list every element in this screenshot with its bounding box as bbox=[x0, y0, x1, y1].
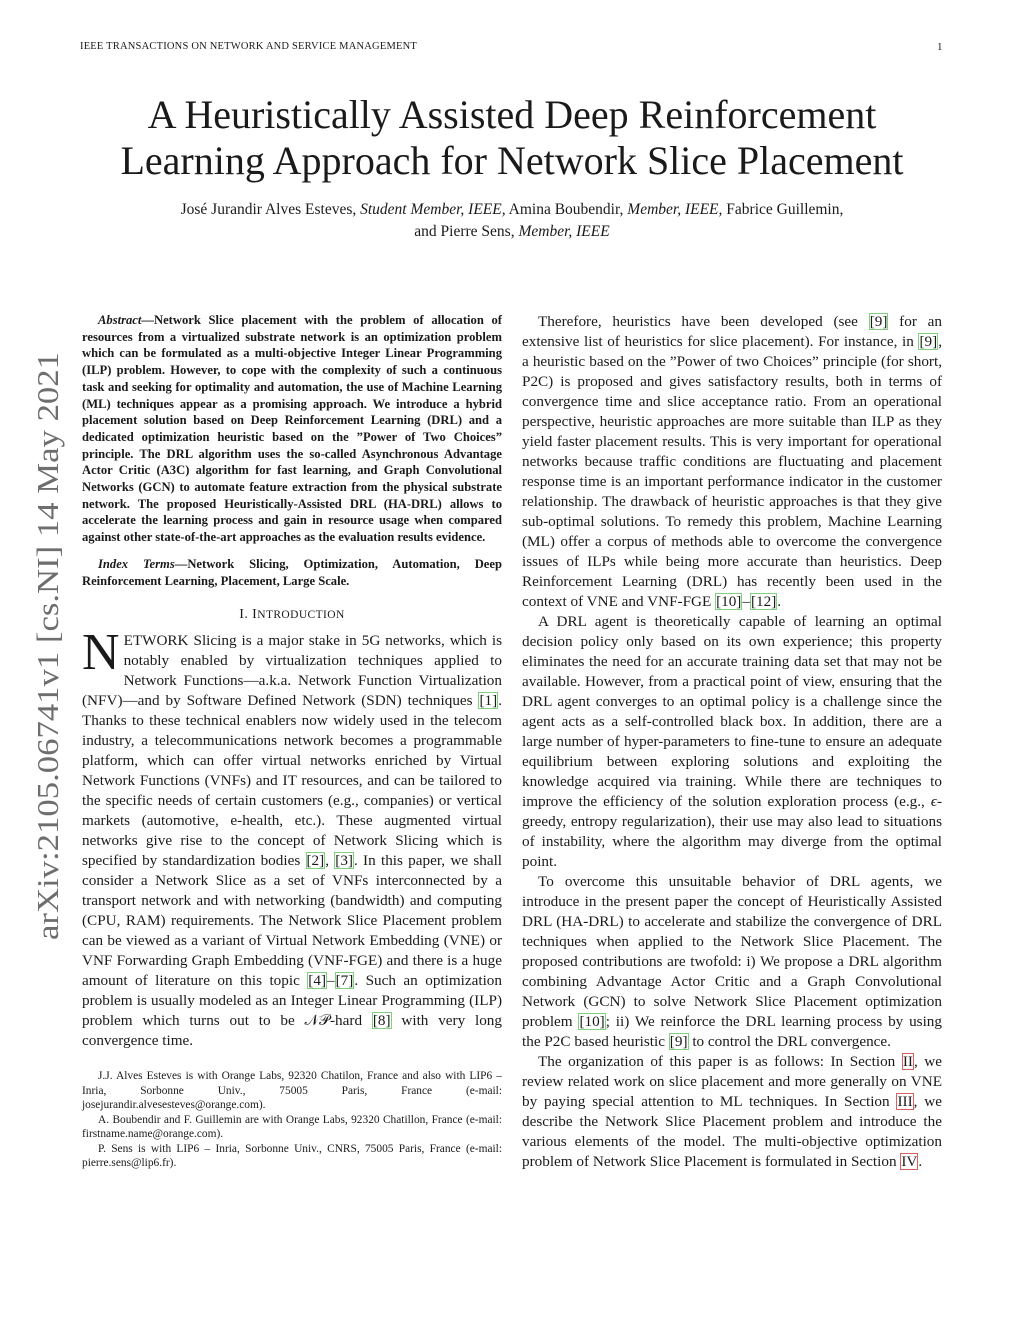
title-line-2: Learning Approach for Network Slice Placement bbox=[120, 138, 904, 183]
author-name: Amina Boubendir, bbox=[505, 201, 628, 218]
body-paragraph: To overcome this unsuitable behavior of DRL agents, we introduce in the present paper the concept of Heuristically Assisted DRL (HA-DRL) to accelerate and stabilize the convergence of DRL techniques when applied to the Network Slice Placement. The proposed contributions are twofold: i) We propose a DRL algorithm combining Advantage Actor Critic and a Graph Convolutional Network (GCN) to solve Network Slice Placement optimization problem [10]; ii) We reinforce the DRL learning process by using the P2C based heuristic [9] to control the DRL convergence. bbox=[522, 873, 942, 1050]
citation-link[interactable]: [2] bbox=[306, 852, 325, 870]
citation-link[interactable]: [10] bbox=[579, 1013, 605, 1030]
index-terms bbox=[82, 556, 502, 589]
left-column bbox=[82, 312, 502, 1171]
footnote: A. Boubendir and F. Guillemin are with Orange Labs, 92320 Chatillon, France (e-mail: firstname.name@orange.com). bbox=[82, 1113, 502, 1141]
author-name: and Pierre Sens, bbox=[414, 223, 519, 240]
author-list bbox=[80, 199, 944, 243]
drop-cap: N bbox=[82, 624, 120, 682]
citation-link[interactable]: [9] bbox=[669, 1033, 688, 1050]
intro-paragraph: NETWORK Slicing is a major stake in 5G networks, which is notably enabled by virtualization techniques applied to Network Functions—a.k.a. Network Function Virtualization (NFV)—and by Software Defined Network (SDN) techniques [1]. Thanks to these technical enablers now widely used in the telecom industry, a telecommunications network becomes a programmable platform, which can offer virtual networks enriched by Virtual Network Functions (VNFs) and IT resources, and can be tailored to the specific needs of certain customers (e.g., companies) or vertical markets (automotive, e-health, etc.). These augmented virtual networks give rise to the concept of Network Slicing which is specified by standardization bodies [2], [3]. In this paper, we shall consider a Network Slice as a set of VNFs interconnected by a transport network and with networking (bandwidth) and computing (CPU, RAM) requirements. The Network Slice Placement problem can be viewed as a variant of Virtual Network Embedding (VNE) or VNF Forwarding Graph Embedding (VNF-FGE) and there is a huge amount of literature on this topic [4]–[7]. Such an optimization problem is usually modeled as an Integer Linear Programming (ILP) problem which turns out to be 𝒩𝒫-hard [8] with very long convergence time. bbox=[82, 624, 503, 1050]
citation-link[interactable]: [9] bbox=[869, 313, 888, 330]
body-paragraph: A DRL agent is theoretically capable of learning an optimal decision policy only based on its own experience; this property eliminates the need for an accurate training data set that may not be available. However, from a practical point of view, ensuring that the DRL agent converges to an optimal policy is a challenge since the agent acts as a self-controlled black box. In addition, there are a large number of hyper-parameters to fine-tune to ensure an adequate equilibrium between exploring solutions and exploiting the knowledge acquired via training. While there are techniques to improve the efficiency of the solution exploration process (e.g., ϵ-greedy, entropy regularization), their use may also lead to situations of instability, where the algorithm may diverge from the optimal point. bbox=[522, 613, 942, 870]
section-link[interactable]: IV bbox=[901, 1153, 918, 1170]
section-link[interactable]: II bbox=[902, 1053, 913, 1070]
citation-link[interactable]: [8] bbox=[372, 1012, 391, 1030]
citation-link[interactable]: [12] bbox=[750, 593, 777, 610]
index-terms-label: Index Terms bbox=[98, 556, 175, 571]
body-paragraph: Therefore, heuristics have been developed (see [9] for an extensive list of heuristics for slice placement). For instance, in [9], a heuristic based on the ”Power of two Choices” principle (for short, P2C) is proposed and gives satisfactory results, both in terms of convergence time and slice acceptance ratio. From an operational perspective, heuristic approaches are more suitable than ILP as they yield faster placement results. This is very important for operational networks because traffic conditions are fluctuating and placement response time is an important performance indicator in the customer relationship. The drawback of heuristic approaches is that they give sub-optimal solutions. To remedy this problem, Machine Learning (ML) offer a corpus of methods able to overcome the convergence issues of ILPs while being more accurate than heuristics. Deep Reinforcement Learning (DRL) has recently been used in the context of VNE and VNF-FGE [10]–[12]. bbox=[522, 313, 942, 610]
right-column bbox=[522, 312, 942, 1172]
citation-link[interactable]: [9] bbox=[919, 333, 938, 350]
footnote: J.J. Alves Esteves is with Orange Labs, 92320 Chatilon, France and also with LIP6 – Inria, Sorbonne Univ., 75005 Paris, France (e-mail: josejurandir.alvesesteves@orange.com). bbox=[82, 1070, 502, 1112]
title-line-1: A Heuristically Assisted Deep Reinforcement bbox=[147, 92, 877, 137]
citation-link[interactable]: [7] bbox=[335, 972, 354, 990]
citation-link[interactable]: [1] bbox=[479, 692, 498, 710]
arxiv-stamp-text: arXiv:2105.06741v1 [cs.NI] 14 May 2021 bbox=[30, 414, 65, 940]
body-paragraph: The organization of this paper is as follows: In Section II, we review related work on slice placement and more generally on VNE by paying special attention to ML techniques. In Section III, we describe the Network Slice Placement problem and introduce the various elements of the model. The multi-objective optimization problem of Network Slice Placement is formulated in Section IV. bbox=[522, 1053, 942, 1170]
abstract bbox=[82, 312, 502, 546]
citation-link[interactable]: [4] bbox=[308, 972, 327, 990]
author-name: Fabrice Guillemin, bbox=[722, 201, 844, 218]
citation-link[interactable]: [10] bbox=[716, 593, 742, 610]
author-role: Member, IEEE bbox=[518, 223, 610, 240]
author-role: Member, IEEE, bbox=[627, 201, 723, 218]
running-head: IEEE TRANSACTIONS ON NETWORK AND SERVICE MANAGEMENT bbox=[80, 41, 417, 52]
page-number: 1 bbox=[937, 41, 943, 53]
author-name: José Jurandir Alves Esteves, bbox=[180, 201, 361, 218]
arxiv-stamp bbox=[30, 352, 65, 940]
paper-title bbox=[80, 92, 944, 184]
section-link[interactable]: III bbox=[897, 1093, 913, 1110]
footnotes bbox=[82, 1069, 502, 1171]
citation-link[interactable]: [3] bbox=[335, 852, 353, 870]
np-symbol: 𝒩𝒫 bbox=[304, 1012, 330, 1030]
epsilon-symbol: ϵ bbox=[930, 793, 937, 810]
abstract-label: Abstract bbox=[98, 313, 142, 327]
index-terms-text: —Network Slicing, Optimization, Automation, Deep Reinforcement Learning, Placement, Large Scale. bbox=[82, 556, 502, 588]
footnote: P. Sens is with LIP6 – Inria, Sorbonne Univ., CNRS, 75005 Paris, France (e-mail: pierre.sens@lip6.fr). bbox=[82, 1142, 502, 1170]
section-heading-introduction: I. INTRODUCTION bbox=[239, 607, 345, 623]
author-role: Student Member, IEEE, bbox=[360, 201, 506, 218]
abstract-text: —Network Slice placement with the problem of allocation of resources from a virtualized substrate network is an optimization problem which can be formulated as a multi-objective Integer Linear Programming (ILP) problem. However, to cope with the complexity of such a continuous task and seeking for optimality and automation, the use of Machine Learning (ML) techniques appear as a promising approach. We introduce a hybrid placement solution based on Deep Reinforcement Learning (DRL) and a dedicated optimization heuristic based on the ”Power of Two Choices” principle. The DRL algorithm uses the so-called Asynchronous Advantage Actor Critic (A3C) algorithm for fast learning, and Graph Convolutional Networks (GCN) to automate feature extraction from the physical substrate network. The proposed Heuristically-Assisted DRL (HA-DRL) allows to accelerate the learning process and gain in resource usage when compared against other state-of-the-art approaches as the evaluation results evidence. bbox=[82, 313, 502, 545]
